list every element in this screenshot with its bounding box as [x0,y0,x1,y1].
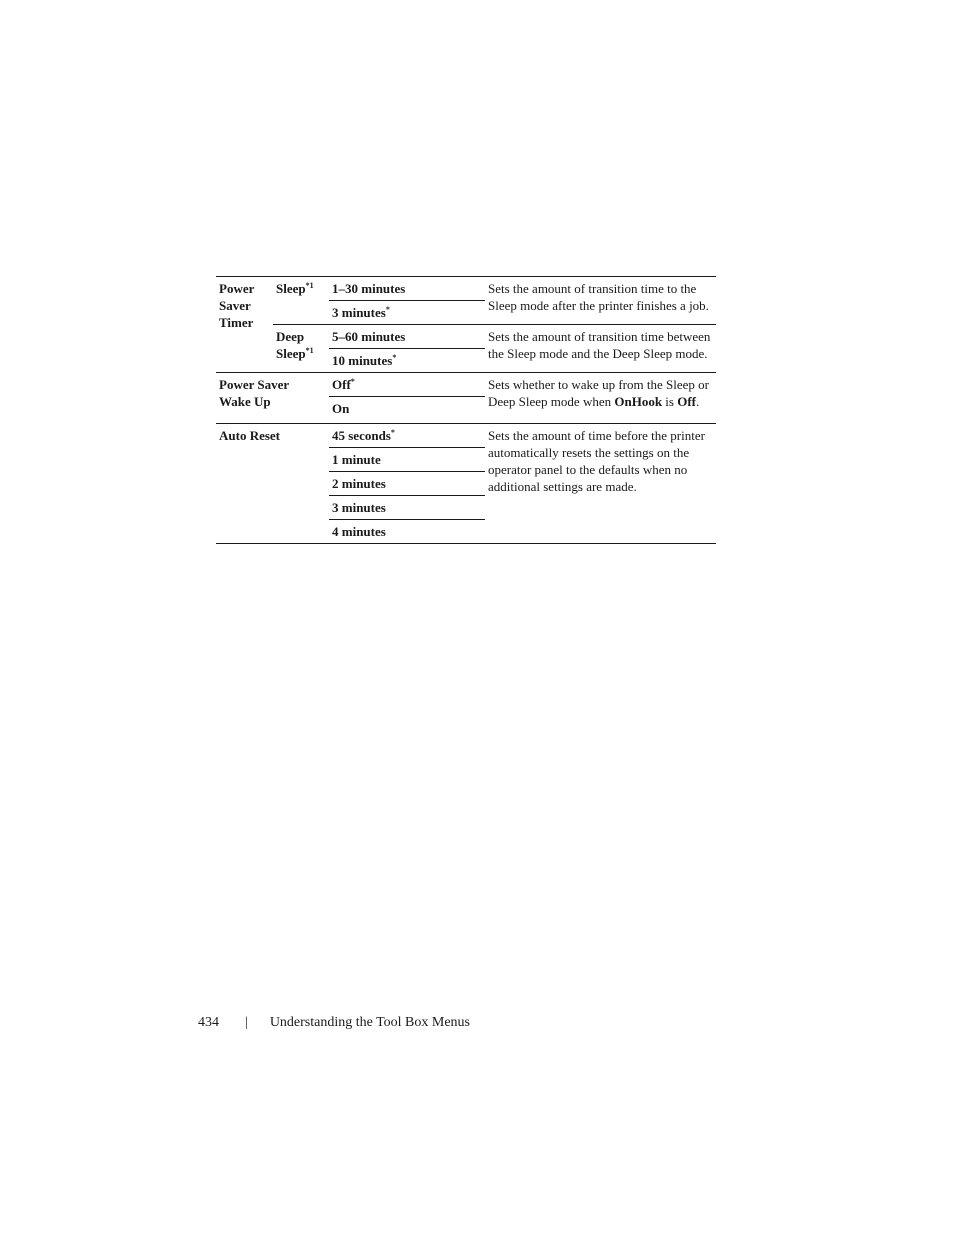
table-row [216,277,716,301]
sleep-label: Sleep$^{*1}$ [273,277,329,325]
deep-sleep-value-default: 10 minutes* [332,353,397,368]
auto-reset-value-0: 45 seconds* [329,424,485,448]
deep-sleep-label: Deep Sleep$^{*1}$ [276,329,314,361]
sleep-value-default: 3 minutes* [329,301,485,325]
page-number: 434 [198,1015,219,1030]
auto-reset-label: Auto Reset [216,424,329,544]
wake-up-value-off: Off* [329,373,485,397]
footer-separator: | [245,1015,248,1030]
wake-up-value-on: On [332,401,350,416]
auto-reset-value-4: 4 minutes [329,520,485,544]
auto-reset-value-3: 3 minutes [329,496,485,520]
power-saver-timer-label: Power Saver Timer [216,277,273,373]
sleep-description: Sets the amount of transition time to the Sleep mode after the printer finishes a job. [485,277,716,325]
auto-reset-value-2: 2 minutes [329,472,485,496]
table-row [216,325,716,349]
power-saver-wake-up-label: Power Saver Wake Up [216,373,329,424]
table-row [216,424,716,448]
section-title: Understanding the Tool Box Menus [269,1015,471,1030]
auto-reset-description: Sets the amount of time before the printer automatically resets the settings on the operator panel to the defaults when no additional settings are made. [485,424,716,544]
deep-sleep-description: Sets the amount of transition time between the Sleep mode and the Deep Sleep mode. [488,329,711,361]
settings-table [216,276,716,544]
deep-sleep-value-range: 5–60 minutes [329,325,485,349]
auto-reset-value-1: 1 minute [329,448,485,472]
sleep-value-range: 1–30 minutes [329,277,485,301]
wake-up-description: Sets whether to wake up from the Sleep or Deep Sleep mode when OnHook is Off. [485,373,716,424]
table-row [216,373,716,397]
page-footer [198,1015,470,1031]
